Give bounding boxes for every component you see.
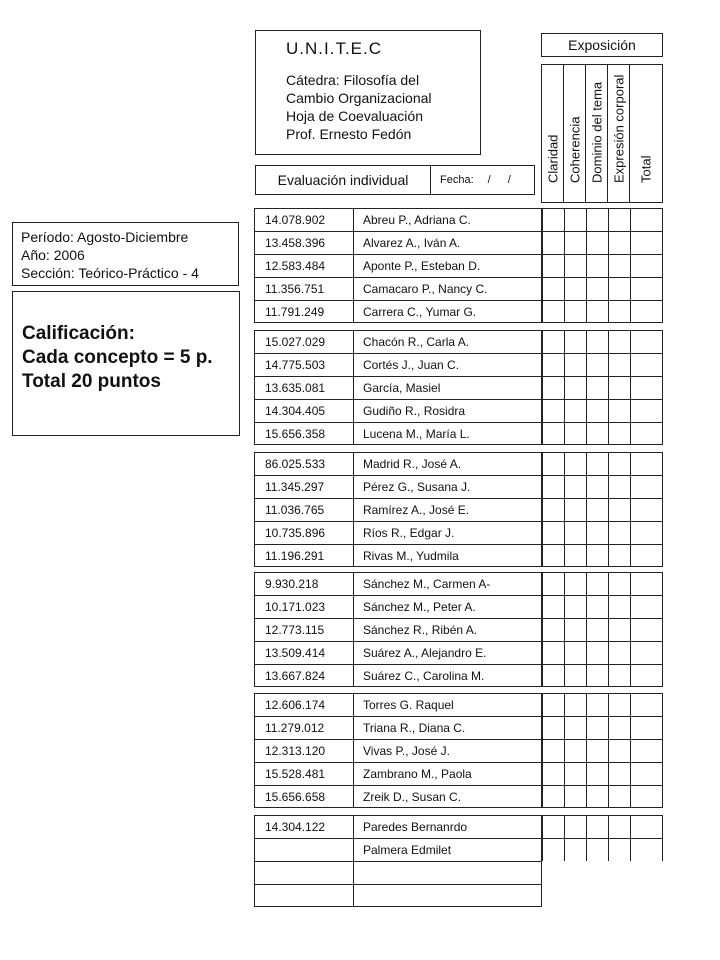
score-cell[interactable] [542, 739, 564, 762]
student-id: 14.775.503 [254, 353, 353, 376]
student-id: 10.171.023 [254, 595, 353, 618]
table-row [254, 422, 663, 445]
student-group [254, 330, 663, 445]
student-name [353, 861, 542, 884]
criteria-header [541, 64, 663, 203]
score-cell[interactable] [608, 330, 630, 353]
score-cell[interactable] [564, 572, 586, 595]
student-id: 10.735.896 [254, 521, 353, 544]
criterion-dominio [586, 65, 608, 202]
score-cell[interactable] [608, 572, 630, 595]
score-cell[interactable] [542, 277, 564, 300]
table-row [254, 452, 663, 475]
score-cell[interactable] [586, 399, 608, 422]
score-cell[interactable] [608, 521, 630, 544]
student-name: Alvarez A., Iván A. [353, 231, 542, 254]
grading-per-concept: Cada concepto = 5 p. [22, 347, 213, 368]
score-cell[interactable] [564, 716, 586, 739]
table-row [254, 399, 663, 422]
table-row [254, 861, 663, 884]
student-id: 11.791.249 [254, 300, 353, 323]
score-cell[interactable] [630, 595, 663, 618]
score-cell[interactable] [586, 739, 608, 762]
score-cell[interactable] [608, 208, 630, 231]
score-cell[interactable] [630, 785, 663, 808]
score-cell[interactable] [586, 231, 608, 254]
score-cell[interactable] [564, 693, 586, 716]
student-name: Sánchez M., Peter A. [353, 595, 542, 618]
period-info [12, 222, 239, 286]
score-cell[interactable] [586, 664, 608, 687]
score-cell[interactable] [630, 254, 663, 277]
score-cell[interactable] [608, 231, 630, 254]
table-row [254, 716, 663, 739]
score-cell[interactable] [630, 664, 663, 687]
score-cell[interactable] [630, 641, 663, 664]
student-name: Gudiño R., Rosidra [353, 399, 542, 422]
table-row [254, 641, 663, 664]
student-id: 14.304.122 [254, 815, 353, 838]
table-row [254, 595, 663, 618]
score-cell[interactable] [586, 884, 608, 907]
date-value: / / [487, 174, 518, 186]
score-cell[interactable] [542, 452, 564, 475]
score-cell[interactable] [630, 861, 663, 884]
score-cell[interactable] [630, 762, 663, 785]
score-cell[interactable] [542, 231, 564, 254]
criterion-label: Dominio del tema [589, 81, 604, 183]
table-row [254, 884, 663, 907]
table-row [254, 544, 663, 567]
score-cell[interactable] [564, 452, 586, 475]
student-id: 12.773.115 [254, 618, 353, 641]
score-cell[interactable] [542, 521, 564, 544]
score-cell[interactable] [608, 838, 630, 861]
score-cell[interactable] [608, 475, 630, 498]
score-cell[interactable] [542, 693, 564, 716]
score-cell[interactable] [608, 353, 630, 376]
score-cell[interactable] [630, 376, 663, 399]
student-name: Rivas M., Yudmila [353, 544, 542, 567]
score-cell[interactable] [586, 254, 608, 277]
score-cell[interactable] [608, 422, 630, 445]
student-id: 11.345.297 [254, 475, 353, 498]
student-name: Sánchez M., Carmen A- [353, 572, 542, 595]
student-name [353, 884, 542, 907]
score-cell[interactable] [564, 254, 586, 277]
course-header [255, 30, 481, 155]
section-line: Sección: Teórico-Práctico - 4 [21, 265, 199, 281]
score-cell[interactable] [564, 544, 586, 567]
score-cell[interactable] [608, 498, 630, 521]
student-name: Palmera Edmilet [353, 838, 542, 861]
score-cell[interactable] [542, 815, 564, 838]
score-cell[interactable] [630, 618, 663, 641]
score-cell[interactable] [630, 498, 663, 521]
student-name: García, Masiel [353, 376, 542, 399]
professor-name: Prof. Ernesto Fedón [286, 126, 412, 142]
student-group [254, 452, 663, 567]
table-row [254, 785, 663, 808]
student-id: 86.025.533 [254, 452, 353, 475]
table-row [254, 277, 663, 300]
criterion-coherencia [564, 65, 586, 202]
score-cell[interactable] [608, 376, 630, 399]
student-name: Carrera C., Yumar G. [353, 300, 542, 323]
criterion-label: Claridad [545, 134, 560, 183]
student-id: 11.036.765 [254, 498, 353, 521]
student-name: Chacón R., Carla A. [353, 330, 542, 353]
score-cell[interactable] [564, 785, 586, 808]
student-id: 12.313.120 [254, 739, 353, 762]
table-row [254, 475, 663, 498]
score-cell[interactable] [608, 693, 630, 716]
student-id: 9.930.218 [254, 572, 353, 595]
student-id: 15.528.481 [254, 762, 353, 785]
criterion-claridad [542, 65, 564, 202]
score-cell[interactable] [586, 838, 608, 861]
student-name: Zreik D., Susan C. [353, 785, 542, 808]
score-cell[interactable] [608, 544, 630, 567]
table-row [254, 693, 663, 716]
score-cell[interactable] [586, 618, 608, 641]
score-cell[interactable] [630, 716, 663, 739]
score-cell[interactable] [608, 785, 630, 808]
score-cell[interactable] [564, 498, 586, 521]
student-id: 14.078.902 [254, 208, 353, 231]
score-cell[interactable] [608, 452, 630, 475]
table-row [254, 330, 663, 353]
student-id: 13.458.396 [254, 231, 353, 254]
evaluation-header [255, 165, 535, 195]
score-cell[interactable] [586, 693, 608, 716]
score-cell[interactable] [586, 572, 608, 595]
score-cell[interactable] [564, 664, 586, 687]
criterion-expresion [608, 65, 630, 202]
student-id: 11.279.012 [254, 716, 353, 739]
score-cell[interactable] [542, 664, 564, 687]
student-id: 15.656.358 [254, 422, 353, 445]
criterion-total [630, 65, 662, 202]
table-row [254, 838, 663, 861]
student-id: 12.606.174 [254, 693, 353, 716]
score-cell[interactable] [542, 376, 564, 399]
score-cell[interactable] [586, 785, 608, 808]
score-cell[interactable] [630, 422, 663, 445]
score-cell[interactable] [542, 641, 564, 664]
score-cell[interactable] [564, 399, 586, 422]
score-cell[interactable] [630, 300, 663, 323]
score-cell[interactable] [630, 544, 663, 567]
score-cell[interactable] [542, 884, 564, 907]
table-row [254, 664, 663, 687]
score-cell[interactable] [608, 815, 630, 838]
score-cell[interactable] [564, 595, 586, 618]
student-id: 13.635.081 [254, 376, 353, 399]
score-cell[interactable] [542, 399, 564, 422]
table-row [254, 208, 663, 231]
student-name: Camacaro P., Nancy C. [353, 277, 542, 300]
score-cell[interactable] [564, 641, 586, 664]
score-cell[interactable] [608, 277, 630, 300]
student-name: Suárez A., Alejandro E. [353, 641, 542, 664]
score-cell[interactable] [608, 884, 630, 907]
student-group [254, 572, 663, 687]
score-cell[interactable] [542, 300, 564, 323]
score-cell[interactable] [630, 739, 663, 762]
score-cell[interactable] [586, 353, 608, 376]
student-id: 13.509.414 [254, 641, 353, 664]
grading-info [12, 291, 240, 436]
table-row [254, 353, 663, 376]
score-cell[interactable] [586, 300, 608, 323]
score-cell[interactable] [630, 452, 663, 475]
student-name: Sánchez R., Ribén A. [353, 618, 542, 641]
score-cell[interactable] [608, 762, 630, 785]
sheet-type: Hoja de Coevaluación [286, 108, 423, 124]
table-row [254, 739, 663, 762]
score-cell[interactable] [564, 330, 586, 353]
score-cell[interactable] [564, 838, 586, 861]
score-cell[interactable] [586, 475, 608, 498]
course-subject: Cambio Organizacional [286, 90, 432, 106]
score-cell[interactable] [586, 762, 608, 785]
score-cell[interactable] [564, 422, 586, 445]
table-row [254, 231, 663, 254]
criterion-label: Total [638, 155, 654, 183]
student-id: 15.656.658 [254, 785, 353, 808]
student-name: Zambrano M., Paola [353, 762, 542, 785]
score-cell[interactable] [630, 231, 663, 254]
student-id [254, 838, 353, 861]
score-cell[interactable] [564, 739, 586, 762]
score-cell[interactable] [608, 641, 630, 664]
score-cell[interactable] [564, 376, 586, 399]
score-cell[interactable] [586, 595, 608, 618]
score-cell[interactable] [542, 762, 564, 785]
score-cell[interactable] [608, 254, 630, 277]
student-name: Paredes Bernanrdo [353, 815, 542, 838]
table-row [254, 572, 663, 595]
score-cell[interactable] [564, 884, 586, 907]
score-cell[interactable] [542, 618, 564, 641]
student-name: Torres G. Raquel [353, 693, 542, 716]
student-name: Aponte P., Esteban D. [353, 254, 542, 277]
score-cell[interactable] [586, 452, 608, 475]
evaluation-label: Evaluación individual [256, 166, 431, 194]
student-group [254, 815, 663, 907]
student-name: Abreu P., Adriana C. [353, 208, 542, 231]
score-cell[interactable] [564, 521, 586, 544]
score-cell[interactable] [630, 208, 663, 231]
score-cell[interactable] [630, 399, 663, 422]
student-id [254, 861, 353, 884]
score-cell[interactable] [630, 884, 663, 907]
score-cell[interactable] [630, 353, 663, 376]
score-cell[interactable] [542, 572, 564, 595]
score-cell[interactable] [564, 618, 586, 641]
score-cell[interactable] [630, 277, 663, 300]
student-id [254, 884, 353, 907]
student-name: Madrid R., José A. [353, 452, 542, 475]
score-cell[interactable] [542, 208, 564, 231]
criterion-label: Expresión corporal [611, 74, 626, 183]
score-cell[interactable] [564, 475, 586, 498]
score-cell[interactable] [542, 498, 564, 521]
score-cell[interactable] [586, 641, 608, 664]
score-cell[interactable] [630, 815, 663, 838]
table-row [254, 498, 663, 521]
score-cell[interactable] [630, 521, 663, 544]
score-cell[interactable] [542, 544, 564, 567]
score-cell[interactable] [542, 353, 564, 376]
score-cell[interactable] [564, 762, 586, 785]
student-name: Pérez G., Susana J. [353, 475, 542, 498]
score-cell[interactable] [586, 277, 608, 300]
score-cell[interactable] [586, 208, 608, 231]
score-cell[interactable] [564, 277, 586, 300]
score-cell[interactable] [586, 815, 608, 838]
date-field [440, 166, 518, 194]
score-cell[interactable] [586, 422, 608, 445]
score-cell[interactable] [608, 618, 630, 641]
period-line: Período: Agosto-Diciembre [21, 229, 189, 245]
course-chair: Cátedra: Filosofía del [286, 72, 420, 88]
score-cell[interactable] [608, 739, 630, 762]
table-row [254, 762, 663, 785]
score-cell[interactable] [564, 861, 586, 884]
score-cell[interactable] [586, 521, 608, 544]
score-cell[interactable] [630, 838, 663, 861]
student-name: Suárez C., Carolina M. [353, 664, 542, 687]
student-group [254, 693, 663, 808]
student-id: 12.583.484 [254, 254, 353, 277]
score-cell[interactable] [564, 231, 586, 254]
score-cell[interactable] [586, 330, 608, 353]
score-cell[interactable] [542, 716, 564, 739]
score-cell[interactable] [586, 861, 608, 884]
score-cell[interactable] [542, 330, 564, 353]
score-cell[interactable] [564, 208, 586, 231]
table-row [254, 376, 663, 399]
score-cell[interactable] [608, 399, 630, 422]
exposition-title: Exposición [541, 33, 663, 57]
score-cell[interactable] [630, 693, 663, 716]
table-row [254, 618, 663, 641]
student-name: Ríos R., Edgar J. [353, 521, 542, 544]
score-cell[interactable] [564, 300, 586, 323]
criterion-label: Coherencia [567, 116, 582, 183]
table-row [254, 815, 663, 838]
score-cell[interactable] [608, 716, 630, 739]
student-id: 14.304.405 [254, 399, 353, 422]
course-details [286, 71, 432, 143]
university-title: U.N.I.T.E.C [286, 39, 383, 58]
score-cell[interactable] [608, 595, 630, 618]
table-row [254, 300, 663, 323]
student-name: Vivas P., José J. [353, 739, 542, 762]
student-id: 13.667.824 [254, 664, 353, 687]
grading-total: Total 20 puntos [22, 371, 161, 392]
score-cell[interactable] [564, 353, 586, 376]
score-cell[interactable] [586, 544, 608, 567]
score-cell[interactable] [608, 861, 630, 884]
score-cell[interactable] [542, 254, 564, 277]
score-cell[interactable] [586, 498, 608, 521]
student-id: 11.196.291 [254, 544, 353, 567]
year-line: Año: 2006 [21, 247, 85, 263]
score-cell[interactable] [564, 815, 586, 838]
score-cell[interactable] [630, 475, 663, 498]
score-cell[interactable] [542, 422, 564, 445]
score-cell[interactable] [630, 572, 663, 595]
student-name: Cortés J., Juan C. [353, 353, 542, 376]
score-cell[interactable] [542, 838, 564, 861]
student-id: 11.356.751 [254, 277, 353, 300]
score-cell[interactable] [542, 861, 564, 884]
score-cell[interactable] [542, 785, 564, 808]
student-name: Lucena M., María L. [353, 422, 542, 445]
score-cell[interactable] [608, 300, 630, 323]
grading-title: Calificación: [22, 323, 135, 344]
date-label: Fecha: [440, 174, 474, 186]
student-id: 15.027.029 [254, 330, 353, 353]
student-name: Triana R., Diana C. [353, 716, 542, 739]
score-cell[interactable] [608, 664, 630, 687]
student-group [254, 208, 663, 323]
score-cell[interactable] [630, 330, 663, 353]
score-cell[interactable] [586, 716, 608, 739]
score-cell[interactable] [586, 376, 608, 399]
score-cell[interactable] [542, 595, 564, 618]
table-row [254, 254, 663, 277]
student-name: Ramírez A., José E. [353, 498, 542, 521]
table-row [254, 521, 663, 544]
score-cell[interactable] [542, 475, 564, 498]
